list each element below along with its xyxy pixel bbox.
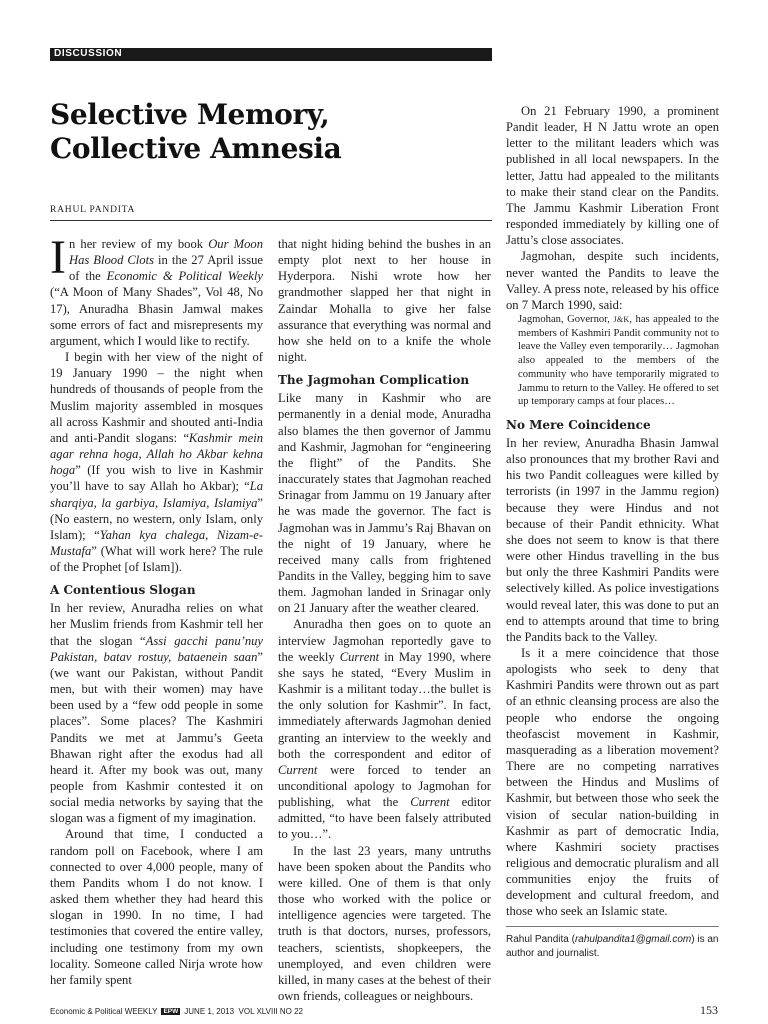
paragraph: Is it a mere coincidence that those apologists who seek to deny that Kashmiri Pandits were thrown out as part of an ethnic cleansing process are also the people who endorse the ongoing theofascist movement in Kashmir, masquerading as a liberation movement? There are no competing narratives between the Hindus and Muslims of Kashmir, but between those who seek the vision of secular nation-building in Kashmir as part of democratic India, where Kashmiri society practises religious and democratic pluralism and all communities enjoy the fruits of development and cultural freedom, and those who seek an Islamic state. — [506, 645, 719, 919]
journal-name: Economic & Political WEEKLY — [50, 1007, 158, 1016]
header-rule — [50, 60, 492, 61]
paragraph: that night hiding behind the bushes in an empty plot next to her house in Hyderpora. Nishi wrote how her grandmother slapped her that night in Zaindar Mohalla to give her false assurance that everything was normal and how she held on to a knife the whole night. — [278, 237, 491, 365]
paragraph: Like many in Kashmir who are permanently in a denial mode, Anuradha also blames the then governor of Jammu and Kashmir, Jagmohan for “engineering the flight” of the Pandits. She inaccurately states that Jagmohan reached Srinagar from Jammu on 19 January after he was made the governor. The fact is Jagmohan was in Jammu’s Raj Bhavan on the night of 19 January, where he received many calls from frightened Pandits in the Valley, begging him to save them. Jagmohan landed in Srinagar only on 21 January after the weather cleared. — [278, 391, 491, 616]
title-line-2: Collective Amnesia — [50, 132, 342, 165]
page-footer — [50, 1003, 718, 1017]
paragraph: Jagmohan, despite such incidents, never wanted the Pandits to leave the Valley. A press note, released by his office on 7 March 1990, said: — [506, 249, 719, 312]
subheading: A Contentious Slogan — [50, 583, 196, 598]
column-2 — [278, 236, 491, 1004]
volume-info: VOL XLVIII NO 22 — [238, 1007, 304, 1016]
subheading: The Jagmohan Complication — [278, 373, 470, 388]
byline: RAHUL PANDITA — [50, 205, 136, 215]
paragraph: Anuradha then goes on to quote an interview Jagmohan reportedly gave to the weekly Current in May 1990, where she says he stated, “Every Muslim in Kashmir is a militant today…the bullet is the only solution for Kashmir”. In fact, immediately afterwards Jagmohan denied granting an interview to the weekly and both the correspondent and editor of Current were forced to tender an unconditional apology to Jagmohan for publishing, what the Current editor admitted, “to have been falsely attributed to you…”. — [278, 617, 492, 842]
block-quote — [518, 313, 719, 409]
paragraph: On 21 February 1990, a prominent Pandit leader, H N Jattu wrote an open letter to the militant leaders which was published in all local newspapers. In the letter, Jattu had appealed to the militants to make their stand clear on the Pandits. The Jammu Kashmir Liberation Front responded immediately by killing one of Jattu’s close associates. — [506, 104, 719, 248]
issue-date: JUNE 1, 2013 — [184, 1007, 235, 1016]
page-number: 153 — [700, 1003, 718, 1017]
column-3 — [506, 103, 719, 961]
paragraph: In her review, Anuradha Bhasin Jamwal also pronounces that my brother Ravi and his two Pandit colleagues were killed by terrorists (in 1997 in the Jammu region) because they were Hindus and not because of their Pandit ethnicity. What she does not seem to know is that there were other Hindus travelling in the bus but only the three Kashmiri Pandits were selectively killed. As police investigations would reveal later, this was done to put an end to attempts around that time to bring the Pandits back to the Valley. — [506, 435, 719, 644]
paragraph: In the last 23 years, many untruths have been spoken about the Pandits who were killed. One of them is that only those who worked with the police or intelligence agencies were targeted. The truth is that doctors, nurses, professors, teachers, scientists, shopkeepers, the unemployed, and even children were killed, in many cases at the behest of their own friends, colleagues or neighbours. — [278, 843, 491, 1004]
quote-text: Jagmohan, Governor, J&K, has appealed to the members of Kashmiri Pandit community not to leave the Valley even temporarily… Jagmohan also appealed to the members of the community who have temporarily migrated to Jammu to return to the Valley. He offered to set up temporary camps at four places… — [518, 314, 719, 408]
subheading: No Mere Coincidence — [506, 417, 651, 432]
author-bio: Rahul Pandita (rahulpandita1@gmail.com) is an author and journalist. — [506, 933, 719, 959]
section-label: DISCUSSION — [50, 48, 492, 60]
paragraph: Around that time, I conducted a random poll on Facebook, where I am connected to over 4,000 people, many of them Pandits whom I do not know. I asked them whether they had heard this slogan in 1990. In no time, I had testimonies that covered the entire valley, including one testimony from my own locality. Someone called Nirja wrote how her family spent — [50, 827, 263, 987]
column-1 — [50, 231, 263, 988]
title-line-1: Selective Memory, — [50, 98, 330, 131]
drop-cap: I — [50, 231, 66, 284]
byline-rule — [50, 220, 492, 221]
paragraph: In her review, Anuradha relies on what her Muslim friends from Kashmir tell her that the slogan “Assi gacchi panu’nuy Pakistan, batav rostuy, bataenein saan” (we want our Pakistan, without Pandit men, but with their women) may have been used by a “few odd people in some places”. Some places? The Kashmiri Pandits we met at Jammu’s Geeta Bhawan right after the exodus had all heard it. After my book was out, many people from Kashmir contested it on social media networks by saying that the slogan was a figment of my imagination. — [50, 601, 263, 826]
article-title — [50, 98, 490, 166]
paragraph: I begin with her view of the night of 19 January 1990 – the night when hundreds of thousands of people from the Muslim majority assembled in mosques all across Kashmir and shouted anti-India and anti-Pandit slogans: “Kashmir mein agar rehna hoga, Allah ho Akbar kehna hoga” (If you wish to live in Kashmir you’ll have to say Allah ho Akbar); “La sharqiya, la garbiya, Islamiya, Islamiya” (No eastern, no western, only Islam, only Islam); “Yahan kya chalega, Nizam-e-Mustafa” (What will work here? The rule of the Prophet [of Islam]). — [50, 350, 263, 575]
paragraph: In her review of my book Our Moon Has Blood Clots in the 27 April issue of the Economic & Political Weekly (“A Moon of Many Shades”, Vol 48, No 17), Anuradha Bhasin Jamwal makes some errors of fact and misrepresents my argument, which I would like to rectify. — [50, 231, 263, 348]
bio-divider — [506, 926, 719, 927]
epw-logo-icon: EPW — [163, 1008, 179, 1015]
author-email[interactable]: rahulpandita1@gmail.com — [574, 933, 692, 945]
